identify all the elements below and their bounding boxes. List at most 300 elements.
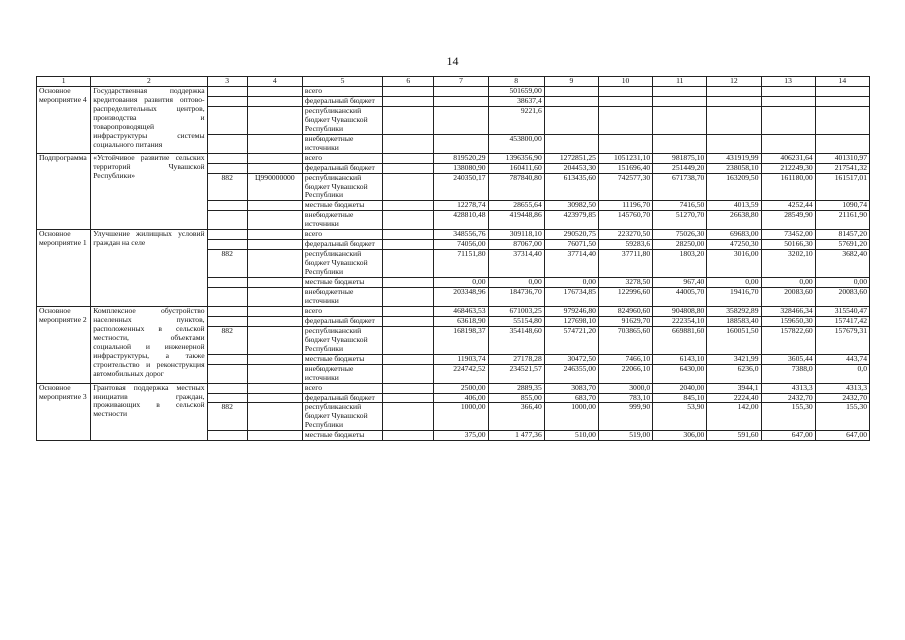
funding-source-cell: всего bbox=[302, 230, 382, 240]
amount-cell: 967,40 bbox=[653, 278, 707, 288]
gov-code-cell: 882 bbox=[207, 403, 247, 431]
page-number: 14 bbox=[446, 54, 459, 68]
amount-cell: 2432,70 bbox=[761, 393, 815, 403]
amount-cell: 904808,80 bbox=[653, 306, 707, 316]
column-header: 6 bbox=[383, 77, 434, 87]
funding-source-cell: федеральный бюджет bbox=[302, 163, 382, 173]
column-header: 12 bbox=[707, 77, 761, 87]
amount-cell: 348556,76 bbox=[434, 230, 488, 240]
target-article-cell bbox=[247, 393, 302, 403]
amount-cell: 246355,00 bbox=[544, 364, 598, 383]
amount-cell: 510,00 bbox=[544, 431, 598, 441]
target-article-cell: Ц990000000 bbox=[247, 173, 302, 201]
amount-cell: 0,0 bbox=[815, 364, 869, 383]
amount-cell bbox=[383, 153, 434, 163]
amount-cell: 81457,20 bbox=[815, 230, 869, 240]
amount-cell: 176734,85 bbox=[544, 288, 598, 307]
amount-cell bbox=[598, 106, 652, 134]
amount-cell bbox=[383, 393, 434, 403]
amount-cell: 3083,70 bbox=[544, 383, 598, 393]
amount-cell bbox=[383, 134, 434, 153]
amount-cell: 55154,80 bbox=[488, 316, 544, 326]
amount-cell bbox=[544, 134, 598, 153]
amount-cell: 406,00 bbox=[434, 393, 488, 403]
amount-cell: 19416,70 bbox=[707, 288, 761, 307]
amount-cell: 37714,40 bbox=[544, 250, 598, 278]
activity-type-cell: Основное мероприятие 2 bbox=[37, 306, 91, 383]
amount-cell: 37711,80 bbox=[598, 250, 652, 278]
target-article-cell bbox=[247, 211, 302, 230]
amount-cell: 159650,30 bbox=[761, 316, 815, 326]
gov-code-cell: 882 bbox=[207, 326, 247, 354]
funding-source-cell: местные бюджеты bbox=[302, 354, 382, 364]
target-article-cell bbox=[247, 383, 302, 393]
amount-cell: 358292,89 bbox=[707, 306, 761, 316]
amount-cell: 4313,3 bbox=[761, 383, 815, 393]
amount-cell: 979246,80 bbox=[544, 306, 598, 316]
target-article-cell bbox=[247, 403, 302, 431]
target-article-cell bbox=[247, 96, 302, 106]
gov-code-cell bbox=[207, 211, 247, 230]
target-article-cell bbox=[247, 326, 302, 354]
amount-cell: 647,00 bbox=[761, 431, 815, 441]
funding-source-cell: федеральный бюджет bbox=[302, 96, 382, 106]
column-header: 14 bbox=[815, 77, 869, 87]
amount-cell: 671738,70 bbox=[653, 173, 707, 201]
amount-cell bbox=[383, 403, 434, 431]
amount-cell: 406231,64 bbox=[761, 153, 815, 163]
funding-source-cell: местные бюджеты bbox=[302, 278, 382, 288]
amount-cell: 7388,0 bbox=[761, 364, 815, 383]
amount-cell: 468463,53 bbox=[434, 306, 488, 316]
amount-cell: 224742,52 bbox=[434, 364, 488, 383]
amount-cell: 0,00 bbox=[434, 278, 488, 288]
amount-cell: 742577,30 bbox=[598, 173, 652, 201]
amount-cell: 157679,31 bbox=[815, 326, 869, 354]
gov-code-cell bbox=[207, 393, 247, 403]
amount-cell: 222354,10 bbox=[653, 316, 707, 326]
amount-cell: 51270,70 bbox=[653, 211, 707, 230]
amount-cell: 613435,60 bbox=[544, 173, 598, 201]
amount-cell bbox=[383, 383, 434, 393]
budget-row bbox=[37, 153, 870, 163]
amount-cell: 142,00 bbox=[707, 403, 761, 431]
column-header: 4 bbox=[247, 77, 302, 87]
amount-cell bbox=[707, 87, 761, 97]
amount-cell bbox=[815, 87, 869, 97]
amount-cell bbox=[598, 134, 652, 153]
column-number-row bbox=[37, 77, 870, 87]
amount-cell: 845,10 bbox=[653, 393, 707, 403]
funding-source-cell: республиканский бюджет Чувашской Республики bbox=[302, 106, 382, 134]
amount-cell: 3202,10 bbox=[761, 250, 815, 278]
target-article-cell bbox=[247, 87, 302, 97]
amount-cell: 91629,70 bbox=[598, 316, 652, 326]
funding-source-cell: местные бюджеты bbox=[302, 201, 382, 211]
amount-cell: 0,00 bbox=[488, 278, 544, 288]
amount-cell: 647,00 bbox=[815, 431, 869, 441]
amount-cell bbox=[383, 250, 434, 278]
amount-cell: 0,00 bbox=[544, 278, 598, 288]
amount-cell: 999,90 bbox=[598, 403, 652, 431]
funding-source-cell: внебюджетные источники bbox=[302, 134, 382, 153]
funding-source-cell: местные бюджеты bbox=[302, 431, 382, 441]
amount-cell: 161180,00 bbox=[761, 173, 815, 201]
amount-cell: 57691,20 bbox=[815, 240, 869, 250]
amount-cell: 47250,30 bbox=[707, 240, 761, 250]
amount-cell: 419448,86 bbox=[488, 211, 544, 230]
target-article-cell bbox=[247, 250, 302, 278]
amount-cell: 74056,00 bbox=[434, 240, 488, 250]
amount-cell: 453800,00 bbox=[488, 134, 544, 153]
amount-cell bbox=[383, 201, 434, 211]
amount-cell: 234521,57 bbox=[488, 364, 544, 383]
budget-row bbox=[37, 87, 870, 97]
amount-cell: 160411,60 bbox=[488, 163, 544, 173]
amount-cell bbox=[383, 431, 434, 441]
amount-cell: 240350,17 bbox=[434, 173, 488, 201]
amount-cell: 1000,00 bbox=[544, 403, 598, 431]
column-header: 8 bbox=[488, 77, 544, 87]
amount-cell: 375,00 bbox=[434, 431, 488, 441]
column-header: 7 bbox=[434, 77, 488, 87]
amount-cell bbox=[434, 96, 488, 106]
gov-code-cell bbox=[207, 134, 247, 153]
amount-cell: 819520,29 bbox=[434, 153, 488, 163]
amount-cell: 6430,00 bbox=[653, 364, 707, 383]
amount-cell bbox=[653, 106, 707, 134]
amount-cell: 0,00 bbox=[761, 278, 815, 288]
amount-cell bbox=[383, 306, 434, 316]
target-article-cell bbox=[247, 306, 302, 316]
amount-cell: 37314,40 bbox=[488, 250, 544, 278]
amount-cell: 2889,35 bbox=[488, 383, 544, 393]
amount-cell: 188583,40 bbox=[707, 316, 761, 326]
amount-cell bbox=[653, 134, 707, 153]
amount-cell: 127698,10 bbox=[544, 316, 598, 326]
amount-cell: 4013,59 bbox=[707, 201, 761, 211]
target-article-cell bbox=[247, 240, 302, 250]
amount-cell: 290520,75 bbox=[544, 230, 598, 240]
amount-cell: 251449,20 bbox=[653, 163, 707, 173]
amount-cell: 501659,00 bbox=[488, 87, 544, 97]
amount-cell bbox=[383, 354, 434, 364]
amount-cell: 160051,50 bbox=[707, 326, 761, 354]
amount-cell bbox=[383, 364, 434, 383]
funding-source-cell: всего bbox=[302, 383, 382, 393]
column-header: 1 bbox=[37, 77, 91, 87]
amount-cell: 50166,30 bbox=[761, 240, 815, 250]
gov-code-cell bbox=[207, 288, 247, 307]
amount-cell: 217541,32 bbox=[815, 163, 869, 173]
funding-source-cell: республиканский бюджет Чувашской Республики bbox=[302, 403, 382, 431]
amount-cell: 9221,6 bbox=[488, 106, 544, 134]
funding-source-cell: республиканский бюджет Чувашской Республики bbox=[302, 326, 382, 354]
amount-cell: 4252,44 bbox=[761, 201, 815, 211]
gov-code-cell bbox=[207, 87, 247, 97]
amount-cell: 671003,25 bbox=[488, 306, 544, 316]
amount-cell bbox=[383, 96, 434, 106]
column-header: 10 bbox=[598, 77, 652, 87]
amount-cell: 2224,40 bbox=[707, 393, 761, 403]
amount-cell: 354148,60 bbox=[488, 326, 544, 354]
budget-row bbox=[37, 230, 870, 240]
amount-cell: 3016,00 bbox=[707, 250, 761, 278]
gov-code-cell: 882 bbox=[207, 173, 247, 201]
amount-cell: 824960,60 bbox=[598, 306, 652, 316]
amount-cell: 3278,50 bbox=[598, 278, 652, 288]
amount-cell: 3000,0 bbox=[598, 383, 652, 393]
gov-code-cell bbox=[207, 96, 247, 106]
amount-cell: 7466,10 bbox=[598, 354, 652, 364]
target-article-cell bbox=[247, 153, 302, 163]
amount-cell: 76071,50 bbox=[544, 240, 598, 250]
amount-cell: 574721,20 bbox=[544, 326, 598, 354]
amount-cell: 306,00 bbox=[653, 431, 707, 441]
amount-cell: 7416,50 bbox=[653, 201, 707, 211]
amount-cell: 855,00 bbox=[488, 393, 544, 403]
amount-cell: 20083,60 bbox=[761, 288, 815, 307]
gov-code-cell bbox=[207, 306, 247, 316]
amount-cell bbox=[383, 163, 434, 173]
amount-cell bbox=[761, 106, 815, 134]
amount-cell bbox=[434, 134, 488, 153]
amount-cell: 11196,70 bbox=[598, 201, 652, 211]
budget-row bbox=[37, 383, 870, 393]
gov-code-cell bbox=[207, 383, 247, 393]
column-header: 3 bbox=[207, 77, 247, 87]
amount-cell: 155,30 bbox=[815, 403, 869, 431]
amount-cell: 26638,80 bbox=[707, 211, 761, 230]
amount-cell: 122996,60 bbox=[598, 288, 652, 307]
amount-cell: 428810,48 bbox=[434, 211, 488, 230]
activity-name-cell: Улучшение жилищных условий граждан на селе bbox=[91, 230, 207, 307]
amount-cell: 184736,70 bbox=[488, 288, 544, 307]
funding-source-cell: республиканский бюджет Чувашской Республики bbox=[302, 173, 382, 201]
amount-cell: 73452,00 bbox=[761, 230, 815, 240]
amount-cell bbox=[707, 106, 761, 134]
amount-cell bbox=[598, 87, 652, 97]
amount-cell bbox=[434, 106, 488, 134]
amount-cell: 443,74 bbox=[815, 354, 869, 364]
target-article-cell bbox=[247, 364, 302, 383]
amount-cell: 11903,74 bbox=[434, 354, 488, 364]
amount-cell: 30982,50 bbox=[544, 201, 598, 211]
amount-cell: 2500,00 bbox=[434, 383, 488, 393]
amount-cell: 1 477,36 bbox=[488, 431, 544, 441]
amount-cell: 63618,90 bbox=[434, 316, 488, 326]
target-article-cell bbox=[247, 201, 302, 211]
amount-cell: 0,00 bbox=[707, 278, 761, 288]
amount-cell: 0,00 bbox=[815, 278, 869, 288]
amount-cell: 71151,80 bbox=[434, 250, 488, 278]
target-article-cell bbox=[247, 278, 302, 288]
gov-code-cell bbox=[207, 278, 247, 288]
activity-name-cell: Государственная поддержка кредитования развития оптово-распределительных центров, производства и товаропроводящей инфраструктуры системы социального питания bbox=[91, 87, 207, 154]
amount-cell: 20083,60 bbox=[815, 288, 869, 307]
amount-cell: 138080,90 bbox=[434, 163, 488, 173]
amount-cell bbox=[761, 96, 815, 106]
amount-cell bbox=[383, 173, 434, 201]
amount-cell: 22066,10 bbox=[598, 364, 652, 383]
activity-name-cell: Грантовая поддержка местных инициатив граждан, проживающих в сельской местности bbox=[91, 383, 207, 441]
amount-cell: 423979,85 bbox=[544, 211, 598, 230]
amount-cell: 163209,50 bbox=[707, 173, 761, 201]
amount-cell: 21161,90 bbox=[815, 211, 869, 230]
amount-cell: 3421,99 bbox=[707, 354, 761, 364]
budget-row bbox=[37, 306, 870, 316]
amount-cell: 703865,60 bbox=[598, 326, 652, 354]
amount-cell: 1272851,25 bbox=[544, 153, 598, 163]
target-article-cell bbox=[247, 163, 302, 173]
funding-source-cell: внебюджетные источники bbox=[302, 211, 382, 230]
column-header: 2 bbox=[91, 77, 207, 87]
amount-cell: 28549,90 bbox=[761, 211, 815, 230]
amount-cell: 203348,96 bbox=[434, 288, 488, 307]
gov-code-cell bbox=[207, 431, 247, 441]
amount-cell: 155,30 bbox=[761, 403, 815, 431]
amount-cell bbox=[383, 278, 434, 288]
amount-cell: 783,10 bbox=[598, 393, 652, 403]
amount-cell: 75026,30 bbox=[653, 230, 707, 240]
amount-cell bbox=[383, 211, 434, 230]
column-header: 13 bbox=[761, 77, 815, 87]
amount-cell bbox=[383, 87, 434, 97]
amount-cell bbox=[544, 96, 598, 106]
gov-code-cell bbox=[207, 153, 247, 163]
amount-cell: 157822,60 bbox=[761, 326, 815, 354]
amount-cell: 212249,30 bbox=[761, 163, 815, 173]
funding-source-cell: всего bbox=[302, 153, 382, 163]
amount-cell bbox=[815, 96, 869, 106]
funding-source-cell: внебюджетные источники bbox=[302, 364, 382, 383]
funding-source-cell: всего bbox=[302, 87, 382, 97]
amount-cell: 59283,6 bbox=[598, 240, 652, 250]
amount-cell: 366,40 bbox=[488, 403, 544, 431]
amount-cell: 1090,74 bbox=[815, 201, 869, 211]
amount-cell: 401310,97 bbox=[815, 153, 869, 163]
amount-cell: 44005,70 bbox=[653, 288, 707, 307]
gov-code-cell bbox=[207, 230, 247, 240]
amount-cell bbox=[815, 106, 869, 134]
amount-cell bbox=[707, 96, 761, 106]
amount-cell bbox=[815, 134, 869, 153]
activity-name-cell: «Устойчивое развитие сельских территорий Чувашской Республики» bbox=[91, 153, 207, 230]
amount-cell: 151696,40 bbox=[598, 163, 652, 173]
target-article-cell bbox=[247, 431, 302, 441]
activity-type-cell: Подпрограмма bbox=[37, 153, 91, 230]
amount-cell: 1000,00 bbox=[434, 403, 488, 431]
activity-name-cell: Комплексное обустройство населенных пунктов, расположенных в сельской местности, объектами социальной и инженерной инфраструктуры, а также строительство и реконструкция автомобильных дорог bbox=[91, 306, 207, 383]
amount-cell: 1396356,90 bbox=[488, 153, 544, 163]
amount-cell: 3944,1 bbox=[707, 383, 761, 393]
target-article-cell bbox=[247, 288, 302, 307]
amount-cell: 28655,64 bbox=[488, 201, 544, 211]
amount-cell: 145760,70 bbox=[598, 211, 652, 230]
amount-cell: 30472,50 bbox=[544, 354, 598, 364]
funding-source-cell: внебюджетные источники bbox=[302, 288, 382, 307]
gov-code-cell bbox=[207, 316, 247, 326]
amount-cell bbox=[653, 96, 707, 106]
funding-source-cell: федеральный бюджет bbox=[302, 393, 382, 403]
amount-cell bbox=[383, 326, 434, 354]
funding-source-cell: всего bbox=[302, 306, 382, 316]
amount-cell bbox=[707, 134, 761, 153]
amount-cell: 223270,50 bbox=[598, 230, 652, 240]
amount-cell bbox=[383, 316, 434, 326]
gov-code-cell bbox=[207, 163, 247, 173]
budget-table bbox=[36, 76, 870, 441]
amount-cell: 28250,00 bbox=[653, 240, 707, 250]
funding-source-cell: федеральный бюджет bbox=[302, 240, 382, 250]
amount-cell: 787840,80 bbox=[488, 173, 544, 201]
column-header: 11 bbox=[653, 77, 707, 87]
activity-type-cell: Основное мероприятие 3 bbox=[37, 383, 91, 441]
amount-cell: 27178,28 bbox=[488, 354, 544, 364]
amount-cell: 2040,00 bbox=[653, 383, 707, 393]
gov-code-cell bbox=[207, 106, 247, 134]
target-article-cell bbox=[247, 316, 302, 326]
amount-cell: 87067,00 bbox=[488, 240, 544, 250]
gov-code-cell bbox=[207, 364, 247, 383]
amount-cell: 53,90 bbox=[653, 403, 707, 431]
amount-cell: 3682,40 bbox=[815, 250, 869, 278]
amount-cell: 1803,20 bbox=[653, 250, 707, 278]
amount-cell: 157417,42 bbox=[815, 316, 869, 326]
target-article-cell bbox=[247, 106, 302, 134]
amount-cell: 683,70 bbox=[544, 393, 598, 403]
amount-cell bbox=[383, 230, 434, 240]
amount-cell: 431919,99 bbox=[707, 153, 761, 163]
target-article-cell bbox=[247, 354, 302, 364]
amount-cell: 6236,0 bbox=[707, 364, 761, 383]
amount-cell: 69683,00 bbox=[707, 230, 761, 240]
amount-cell: 328466,34 bbox=[761, 306, 815, 316]
amount-cell: 168198,37 bbox=[434, 326, 488, 354]
amount-cell: 3605,44 bbox=[761, 354, 815, 364]
target-article-cell bbox=[247, 134, 302, 153]
amount-cell bbox=[383, 240, 434, 250]
amount-cell: 981875,10 bbox=[653, 153, 707, 163]
amount-cell bbox=[761, 134, 815, 153]
amount-cell bbox=[383, 106, 434, 134]
amount-cell: 315540,47 bbox=[815, 306, 869, 316]
amount-cell: 4313,3 bbox=[815, 383, 869, 393]
gov-code-cell bbox=[207, 354, 247, 364]
amount-cell: 519,00 bbox=[598, 431, 652, 441]
column-header: 5 bbox=[302, 77, 382, 87]
amount-cell bbox=[383, 288, 434, 307]
funding-source-cell: федеральный бюджет bbox=[302, 316, 382, 326]
funding-source-cell: республиканский бюджет Чувашской Республики bbox=[302, 250, 382, 278]
activity-type-cell: Основное мероприятие 1 bbox=[37, 230, 91, 307]
amount-cell: 38637,4 bbox=[488, 96, 544, 106]
gov-code-cell bbox=[207, 201, 247, 211]
amount-cell bbox=[544, 87, 598, 97]
activity-type-cell: Основное мероприятие 4 bbox=[37, 87, 91, 154]
amount-cell: 2432,70 bbox=[815, 393, 869, 403]
amount-cell: 161517,01 bbox=[815, 173, 869, 201]
amount-cell: 6143,10 bbox=[653, 354, 707, 364]
amount-cell bbox=[544, 106, 598, 134]
gov-code-cell: 882 bbox=[207, 250, 247, 278]
amount-cell: 12278,74 bbox=[434, 201, 488, 211]
amount-cell: 238058,10 bbox=[707, 163, 761, 173]
column-header: 9 bbox=[544, 77, 598, 87]
amount-cell bbox=[653, 87, 707, 97]
gov-code-cell bbox=[207, 240, 247, 250]
amount-cell bbox=[434, 87, 488, 97]
